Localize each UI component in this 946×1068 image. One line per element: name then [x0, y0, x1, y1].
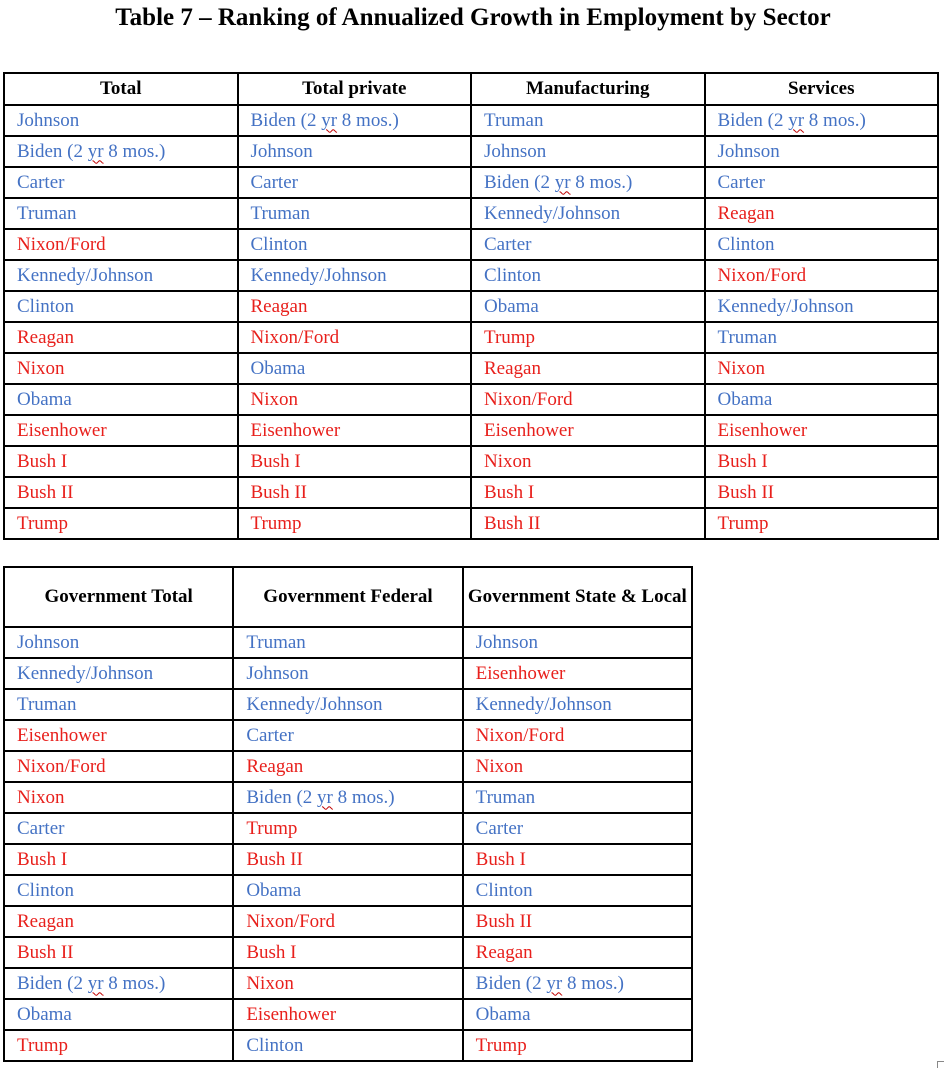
president-name: Obama [717, 388, 773, 410]
president-name: Nixon/Ford [17, 233, 106, 255]
sector-ranking-table [3, 72, 939, 540]
president-name: Trump [484, 326, 536, 348]
ranking-cell [4, 999, 233, 1030]
president-name: Reagan [475, 941, 533, 963]
table-row [4, 937, 692, 968]
president-name: Eisenhower [246, 1003, 337, 1025]
president-name: Johnson [250, 140, 313, 162]
table-row [4, 813, 692, 844]
table-header-row [4, 567, 692, 627]
president-name: Bush II [475, 910, 533, 932]
table-header-row [4, 73, 938, 105]
president-name: Biden (2 yr 8 mos.) [717, 109, 866, 131]
table-row [4, 322, 938, 353]
ranking-cell [4, 384, 238, 415]
ranking-cell [4, 508, 238, 539]
ranking-cell [233, 1030, 462, 1061]
ranking-cell [4, 229, 238, 260]
ranking-cell [233, 689, 462, 720]
president-name: Biden (2 yr 8 mos.) [484, 171, 633, 193]
president-name: Reagan [246, 755, 304, 777]
ranking-cell [233, 627, 462, 658]
president-name: Clinton [475, 879, 533, 901]
ranking-cell [471, 415, 705, 446]
column-header: Total private [238, 73, 472, 105]
president-name: Reagan [17, 326, 74, 348]
ranking-cell [4, 167, 238, 198]
president-name: Nixon/Ford [717, 264, 807, 286]
government-ranking-table [3, 566, 693, 1062]
president-name: Truman [250, 202, 310, 224]
president-name: Biden (2 yr 8 mos.) [475, 972, 624, 994]
president-name: Bush I [246, 941, 297, 963]
ranking-cell [705, 322, 939, 353]
president-name: Clinton [717, 233, 775, 255]
president-name: Nixon [717, 357, 765, 379]
ranking-cell [238, 415, 472, 446]
president-name: Eisenhower [17, 724, 107, 746]
column-header: Manufacturing [471, 73, 705, 105]
ranking-cell [233, 844, 462, 875]
ranking-cell [233, 720, 462, 751]
president-name: Truman [717, 326, 777, 348]
ranking-cell [705, 477, 939, 508]
ranking-cell [463, 813, 692, 844]
president-name: Nixon [17, 357, 65, 379]
president-name: Nixon [250, 388, 298, 410]
ranking-cell [463, 720, 692, 751]
president-name: Obama [250, 357, 306, 379]
president-name: Biden (2 yr 8 mos.) [250, 109, 399, 131]
table-row [4, 875, 692, 906]
president-name: Eisenhower [17, 419, 107, 441]
ranking-cell [4, 260, 238, 291]
ranking-cell [238, 291, 472, 322]
ranking-cell [471, 477, 705, 508]
table-row [4, 782, 692, 813]
president-name: Clinton [17, 295, 75, 317]
ranking-cell [233, 906, 462, 937]
ranking-cell [471, 167, 705, 198]
president-name: Bush I [475, 848, 526, 870]
ranking-cell [471, 260, 705, 291]
ranking-cell [471, 105, 705, 136]
president-name: Obama [484, 295, 539, 317]
ranking-cell [233, 968, 462, 999]
ranking-cell [471, 446, 705, 477]
president-name: Carter [246, 724, 294, 746]
president-name: Trump [17, 1034, 69, 1056]
president-name: Clinton [17, 879, 75, 901]
ranking-cell [238, 384, 472, 415]
ranking-cell [4, 446, 238, 477]
ranking-cell [471, 353, 705, 384]
president-name: Obama [17, 388, 72, 410]
ranking-cell [4, 658, 233, 689]
table-row [4, 627, 692, 658]
ranking-cell [238, 353, 472, 384]
president-name: Nixon/Ford [250, 326, 340, 348]
ranking-cell [471, 508, 705, 539]
president-name: Carter [475, 817, 524, 839]
ranking-cell [233, 658, 462, 689]
ranking-cell [471, 229, 705, 260]
table-row [4, 477, 938, 508]
ranking-cell [4, 720, 233, 751]
ranking-cell [463, 906, 692, 937]
ranking-cell [238, 477, 472, 508]
president-name: Johnson [246, 662, 309, 684]
president-name: Reagan [484, 357, 541, 379]
ranking-cell [233, 813, 462, 844]
ranking-cell [4, 968, 233, 999]
president-name: Trump [246, 817, 298, 839]
president-name: Truman [475, 786, 536, 808]
president-name: Bush I [717, 450, 768, 472]
president-name: Trump [17, 512, 69, 534]
ranking-cell [705, 229, 939, 260]
president-name: Bush I [17, 450, 68, 472]
column-header: Government Total [4, 567, 233, 627]
table-row [4, 291, 938, 322]
ranking-cell [4, 105, 238, 136]
president-name: Johnson [17, 109, 80, 131]
president-name: Obama [246, 879, 302, 901]
president-name: Bush II [17, 481, 74, 503]
ranking-cell [705, 136, 939, 167]
president-name: Nixon/Ford [246, 910, 336, 932]
table-row [4, 198, 938, 229]
president-name: Bush I [484, 481, 535, 503]
president-name: Biden (2 yr 8 mos.) [246, 786, 395, 808]
president-name: Johnson [484, 140, 547, 162]
president-name: Johnson [475, 631, 538, 653]
table-row [4, 751, 692, 782]
ranking-cell [4, 353, 238, 384]
president-name: Truman [17, 202, 77, 224]
ranking-cell [238, 508, 472, 539]
ranking-cell [4, 291, 238, 322]
ranking-cell [705, 353, 939, 384]
president-name: Truman [246, 631, 306, 653]
president-name: Nixon [246, 972, 294, 994]
ranking-cell [238, 136, 472, 167]
page-corner-mark [937, 1061, 944, 1068]
ranking-cell [233, 875, 462, 906]
ranking-cell [238, 229, 472, 260]
ranking-cell [471, 198, 705, 229]
column-header: Services [705, 73, 939, 105]
ranking-cell [705, 198, 939, 229]
president-name: Obama [17, 1003, 72, 1025]
ranking-cell [463, 689, 692, 720]
president-name: Reagan [250, 295, 308, 317]
ranking-cell [238, 105, 472, 136]
president-name: Biden (2 yr 8 mos.) [17, 972, 166, 994]
ranking-cell [471, 322, 705, 353]
table-row [4, 999, 692, 1030]
ranking-cell [705, 291, 939, 322]
table-row [4, 508, 938, 539]
president-name: Trump [475, 1034, 527, 1056]
column-header: Total [4, 73, 238, 105]
president-name: Johnson [17, 631, 80, 653]
ranking-cell [238, 322, 472, 353]
table-row [4, 353, 938, 384]
page-title: Table 7 – Ranking of Annualized Growth in Employment by Sector [115, 4, 831, 31]
president-name: Truman [484, 109, 544, 131]
president-name: Reagan [17, 910, 74, 932]
president-name: Kennedy/Johnson [475, 693, 612, 715]
president-name: Kennedy/Johnson [717, 295, 854, 317]
president-name: Biden (2 yr 8 mos.) [17, 140, 166, 162]
president-name: Nixon [484, 450, 532, 472]
ranking-cell [463, 999, 692, 1030]
ranking-cell [4, 937, 233, 968]
ranking-cell [463, 782, 692, 813]
ranking-cell [4, 689, 233, 720]
ranking-cell [4, 136, 238, 167]
president-name: Trump [250, 512, 302, 534]
president-name: Nixon/Ford [484, 388, 573, 410]
ranking-cell [463, 875, 692, 906]
column-header: Government Federal [233, 567, 462, 627]
table-row [4, 968, 692, 999]
table-row [4, 229, 938, 260]
president-name: Johnson [717, 140, 780, 162]
table-row [4, 906, 692, 937]
ranking-cell [4, 813, 233, 844]
ranking-cell [463, 658, 692, 689]
ranking-cell [471, 384, 705, 415]
ranking-cell [238, 260, 472, 291]
president-name: Nixon/Ford [475, 724, 565, 746]
table-row [4, 384, 938, 415]
table-row [4, 260, 938, 291]
ranking-cell [238, 167, 472, 198]
ranking-cell [233, 999, 462, 1030]
ranking-cell [4, 906, 233, 937]
ranking-cell [705, 415, 939, 446]
table-row [4, 167, 938, 198]
table-row [4, 720, 692, 751]
president-name: Carter [17, 171, 65, 193]
ranking-cell [463, 1030, 692, 1061]
table-row [4, 105, 938, 136]
president-name: Nixon [17, 786, 65, 808]
ranking-cell [463, 844, 692, 875]
president-name: Obama [475, 1003, 531, 1025]
president-name: Bush II [17, 941, 74, 963]
table-row [4, 844, 692, 875]
ranking-cell [4, 1030, 233, 1061]
president-name: Kennedy/Johnson [17, 662, 154, 684]
president-name: Bush I [250, 450, 301, 472]
president-name: Eisenhower [250, 419, 341, 441]
president-name: Nixon [475, 755, 524, 777]
ranking-cell [471, 291, 705, 322]
ranking-cell [705, 105, 939, 136]
table-row [4, 689, 692, 720]
ranking-cell [705, 508, 939, 539]
ranking-cell [705, 167, 939, 198]
president-name: Eisenhower [484, 419, 574, 441]
ranking-cell [233, 782, 462, 813]
president-name: Bush II [484, 512, 541, 534]
ranking-cell [4, 322, 238, 353]
president-name: Clinton [246, 1034, 304, 1056]
column-header: Government State & Local [463, 567, 692, 627]
president-name: Clinton [484, 264, 542, 286]
ranking-cell [4, 844, 233, 875]
president-name: Carter [717, 171, 765, 193]
president-name: Carter [484, 233, 532, 255]
ranking-cell [471, 136, 705, 167]
president-name: Eisenhower [475, 662, 566, 684]
ranking-cell [4, 875, 233, 906]
table-row [4, 658, 692, 689]
president-name: Bush II [717, 481, 774, 503]
ranking-cell [233, 751, 462, 782]
ranking-cell [233, 937, 462, 968]
ranking-cell [463, 937, 692, 968]
president-name: Kennedy/Johnson [246, 693, 383, 715]
ranking-cell [463, 751, 692, 782]
president-name: Kennedy/Johnson [484, 202, 621, 224]
president-name: Clinton [250, 233, 308, 255]
ranking-cell [4, 198, 238, 229]
president-name: Bush II [250, 481, 307, 503]
president-name: Eisenhower [717, 419, 808, 441]
president-name: Kennedy/Johnson [17, 264, 154, 286]
president-name: Bush I [17, 848, 68, 870]
ranking-cell [463, 627, 692, 658]
ranking-cell [705, 260, 939, 291]
table-row [4, 1030, 692, 1061]
ranking-cell [4, 782, 233, 813]
president-name: Nixon/Ford [17, 755, 106, 777]
president-name: Bush II [246, 848, 303, 870]
president-name: Carter [250, 171, 298, 193]
ranking-cell [705, 446, 939, 477]
president-name: Truman [17, 693, 77, 715]
ranking-cell [4, 751, 233, 782]
ranking-cell [4, 627, 233, 658]
ranking-cell [463, 968, 692, 999]
ranking-cell [238, 446, 472, 477]
table-row [4, 136, 938, 167]
ranking-cell [705, 384, 939, 415]
ranking-cell [4, 415, 238, 446]
president-name: Carter [17, 817, 65, 839]
table-row [4, 415, 938, 446]
president-name: Reagan [717, 202, 775, 224]
ranking-cell [4, 477, 238, 508]
ranking-cell [238, 198, 472, 229]
president-name: Kennedy/Johnson [250, 264, 387, 286]
table-row [4, 446, 938, 477]
president-name: Trump [717, 512, 769, 534]
